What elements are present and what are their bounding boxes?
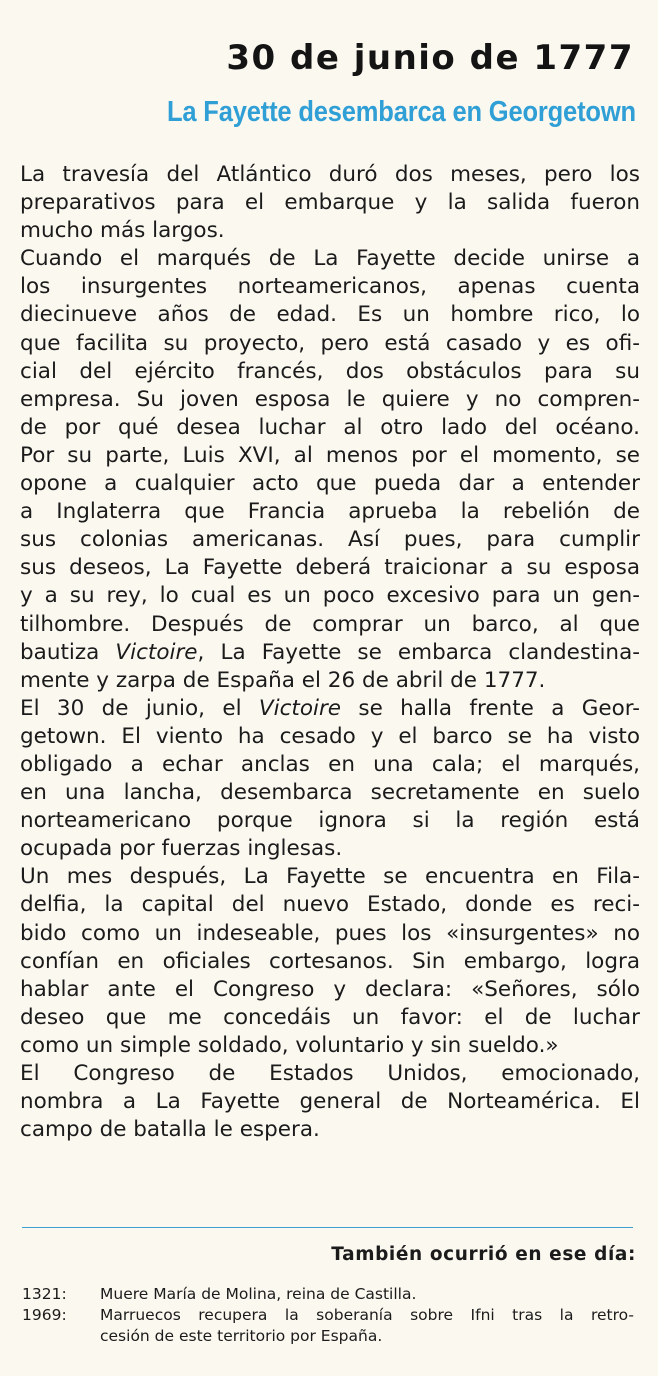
body-line: bido como un indeseable, pues los «insurgentes» no — [20, 920, 640, 946]
body-line: opone a cualquier acto que pueda dar a entender — [20, 471, 640, 497]
body-line: Por su parte, Luis XVI, al menos por el momento, se — [20, 442, 640, 468]
body-line: ocupada por fuerzas inglesas. — [20, 836, 343, 862]
event-text — [100, 1305, 634, 1347]
body-line: mucho más largos. — [20, 218, 225, 244]
body-line: getown. El viento ha cesado y el barco se ha visto — [20, 723, 640, 749]
ship-name-italic: Victoire — [258, 695, 342, 721]
body-line — [20, 695, 640, 723]
page-title-date: 30 de junio de 1777 — [226, 38, 634, 78]
body-text-segment: El 30 de junio, el — [20, 695, 259, 721]
body-line: delfia, la capital del nuevo Estado, donde es reci- — [20, 892, 640, 918]
body-line: sus colonias americanas. Así pues, para cumplir — [20, 527, 640, 553]
body-line: empresa. Su joven esposa le quiere y no compren- — [20, 386, 640, 412]
body-line: sus deseos, La Fayette deberá traicionar a su esposa — [20, 555, 640, 581]
body-line — [20, 639, 640, 667]
article-body — [20, 161, 640, 1144]
event-line: cesión de este territorio por España. — [100, 1327, 383, 1345]
section-divider — [22, 1227, 633, 1228]
event-year: 1321: — [22, 1285, 67, 1303]
body-text-segment: bautiza — [20, 639, 116, 665]
event-item — [22, 1305, 634, 1347]
body-line: norteamericano porque ignora si la región está — [20, 808, 640, 834]
body-line: mente y zarpa de España el 26 de abril de 1777. — [20, 667, 546, 693]
body-text-segment: , La Fayette se embarca clandestina- — [197, 639, 640, 665]
body-line: Cuando el marqués de La Fayette decide unirse a — [20, 246, 640, 272]
events-list — [22, 1284, 634, 1347]
body-line: de por qué desea luchar al otro lado del océano. — [20, 414, 640, 440]
event-text — [100, 1284, 634, 1305]
body-line: campo de batalla le espera. — [20, 1117, 320, 1143]
event-line: Marruecos recupera la soberanía sobre Ifni tras la retro- — [100, 1306, 634, 1324]
body-line: nombra a La Fayette general de Norteamérica. El — [20, 1089, 640, 1115]
body-line: a Inglaterra que Francia aprueba la rebelión de — [20, 499, 640, 525]
body-line: que facilita su proyecto, pero está casado y es ofi- — [20, 330, 640, 356]
body-line: los insurgentes norteamericanos, apenas cuenta — [20, 274, 640, 300]
body-line: Un mes después, La Fayette se encuentra en Fila- — [20, 864, 640, 890]
body-line: cial del ejército francés, dos obstáculos para su — [20, 358, 640, 384]
event-year: 1969: — [22, 1306, 67, 1324]
also-happened-heading: También ocurrió en ese día: — [331, 1244, 636, 1265]
event-line: Muere María de Molina, reina de Castilla. — [100, 1285, 417, 1303]
article-headline: La Fayette desembarca en Georgetown — [167, 96, 636, 128]
event-item — [22, 1284, 634, 1305]
body-line: confían en oficiales cortesanos. Sin embargo, logra — [20, 948, 640, 974]
body-line: El Congreso de Estados Unidos, emocionado, — [20, 1061, 640, 1086]
body-text-segment: se halla frente a Geor- — [341, 695, 640, 721]
body-line: y a su rey, lo cual es un poco excesivo para un gen- — [20, 583, 640, 609]
body-line: deseo que me concedáis un favor: el de luchar — [20, 1004, 640, 1030]
ship-name-italic: Victoire — [115, 639, 198, 665]
body-line: como un simple soldado, voluntario y sin sueldo.» — [20, 1032, 559, 1058]
body-line: diecinueve años de edad. Es un hombre rico, lo — [20, 302, 640, 328]
body-line: hablar ante el Congreso y declara: «Señores, sólo — [20, 976, 640, 1002]
body-line: La travesía del Atlántico duró dos meses, pero los — [20, 162, 640, 187]
body-line: tilhombre. Después de comprar un barco, al que — [20, 611, 640, 637]
body-line: preparativos para el embarque y la salida fueron — [20, 190, 640, 216]
body-line: en una lancha, desembarca secretamente en suelo — [20, 780, 640, 806]
body-line: obligado a echar anclas en una cala; el marqués, — [20, 751, 640, 777]
